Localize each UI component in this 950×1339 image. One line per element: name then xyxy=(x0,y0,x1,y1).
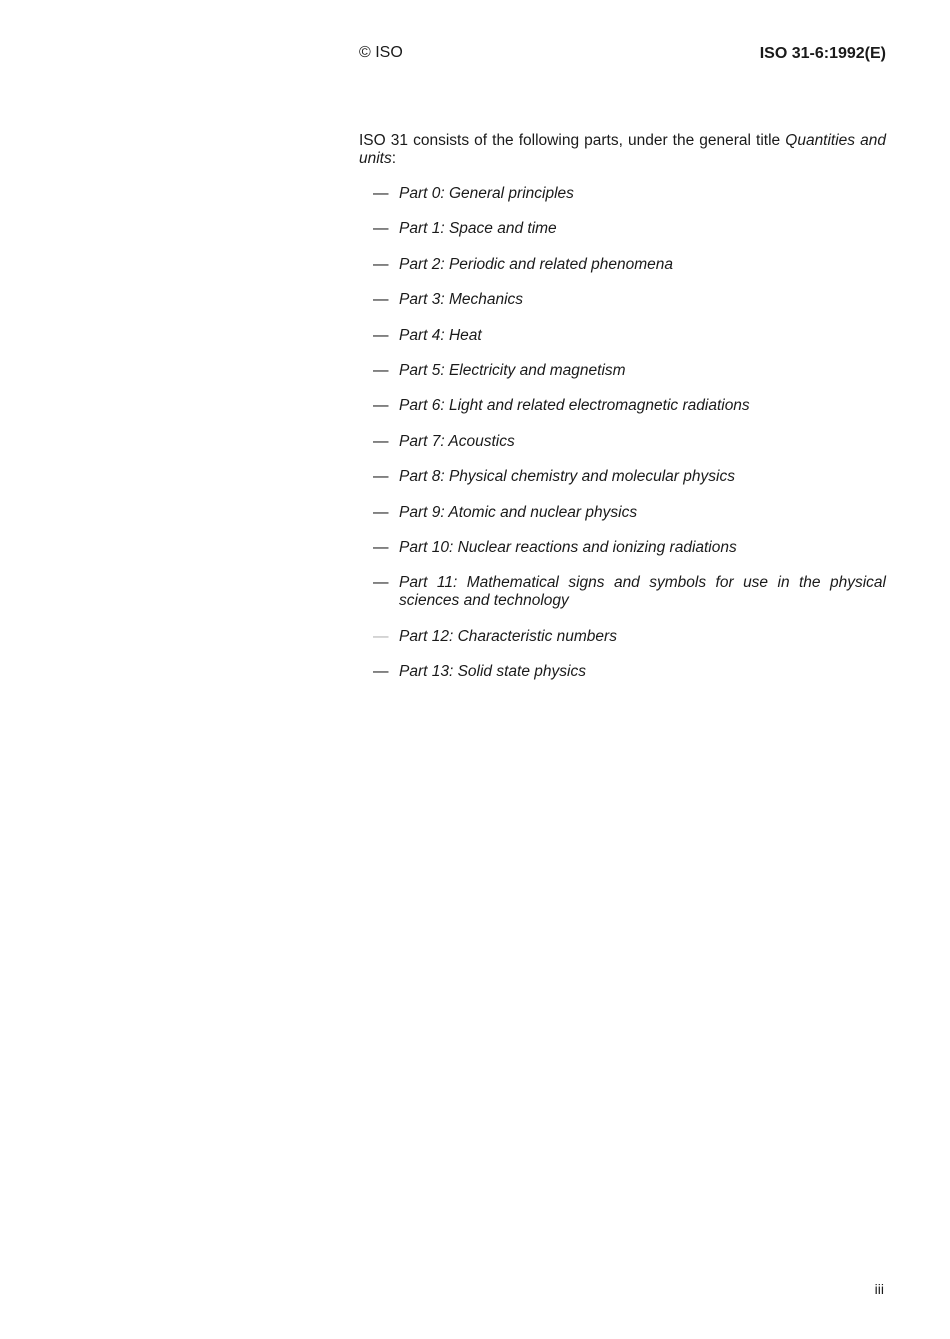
list-item-part-5 xyxy=(373,362,886,380)
intro-paragraph xyxy=(359,132,886,168)
list-dash: — xyxy=(373,627,389,645)
header-standard-number: ISO 31-6:1992(E) xyxy=(759,45,886,62)
list-dash: — xyxy=(373,291,389,309)
list-dash: — xyxy=(373,326,389,344)
list-dash: — xyxy=(373,663,389,681)
list-dash: — xyxy=(373,503,389,521)
list-item-part-9 xyxy=(373,504,886,522)
part-title: Part 13: Solid state physics xyxy=(399,663,586,681)
intro-general-title: Quantities and units xyxy=(359,132,886,167)
list-item-part-2 xyxy=(373,256,886,274)
list-dash: — xyxy=(373,255,389,273)
part-title: Part 8: Physical chemistry and molecular physics xyxy=(399,468,735,486)
list-item-part-3 xyxy=(373,291,886,309)
list-item-part-7 xyxy=(373,433,886,451)
part-title: Part 5: Electricity and magnetism xyxy=(399,361,626,379)
part-title: Part 0: General principles xyxy=(399,185,574,202)
part-title: Part 1: Space and time xyxy=(399,220,557,238)
list-item-part-10 xyxy=(373,539,886,557)
list-item-part-12 xyxy=(373,628,886,646)
part-title: Part 10: Nuclear reactions and ionizing radiations xyxy=(399,538,737,556)
part-title: Part 6: Light and related electromagnetic radiations xyxy=(399,397,750,415)
list-item-part-4 xyxy=(373,327,886,345)
list-dash: — xyxy=(373,361,389,379)
part-title: Part 4: Heat xyxy=(399,326,482,344)
list-dash: — xyxy=(373,185,389,202)
parts-list xyxy=(373,185,886,698)
list-dash: — xyxy=(373,220,389,238)
list-item-part-11 xyxy=(373,574,886,610)
list-dash: — xyxy=(373,397,389,415)
list-item-part-0 xyxy=(373,185,886,203)
list-item-part-13 xyxy=(373,663,886,681)
intro-suffix: : xyxy=(391,150,397,167)
part-title: Part 12: Characteristic numbers xyxy=(399,627,617,645)
list-item-part-6 xyxy=(373,397,886,415)
intro-text: ISO 31 consists of the following parts, under the general title xyxy=(359,132,781,149)
header-copyright: © ISO xyxy=(359,44,403,61)
list-dash: — xyxy=(373,468,389,486)
page-number: iii xyxy=(874,1281,884,1297)
list-dash: — xyxy=(373,538,389,556)
list-item-part-1 xyxy=(373,220,886,238)
list-dash: — xyxy=(373,574,389,592)
part-title: Part 2: Periodic and related phenomena xyxy=(399,255,674,273)
part-title: Part 11: Mathematical signs and symbols for use in the physical sciences and technology xyxy=(399,574,886,610)
part-title: Part 3: Mechanics xyxy=(399,291,524,309)
list-dash: — xyxy=(373,432,389,450)
list-item-part-8 xyxy=(373,468,886,486)
part-title: Part 9: Atomic and nuclear physics xyxy=(399,503,638,521)
part-title: Part 7: Acoustics xyxy=(399,432,515,450)
